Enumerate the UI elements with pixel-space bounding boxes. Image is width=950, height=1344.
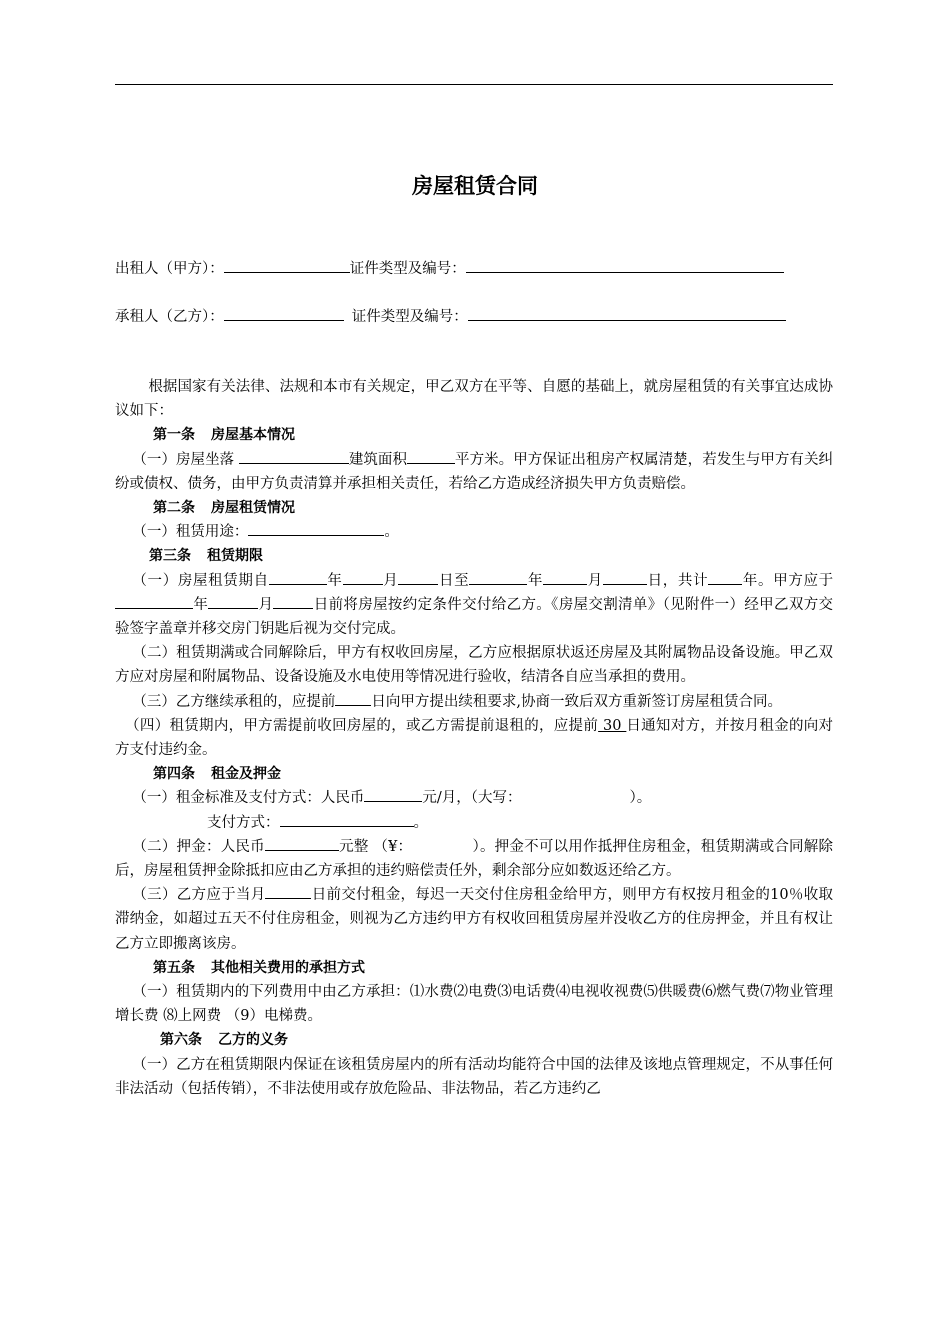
lessee-id-field[interactable]: [468, 305, 786, 321]
document-title: 房屋租赁合同: [412, 174, 538, 198]
lessor-line: [115, 257, 784, 278]
deposit-amount-field[interactable]: [265, 835, 339, 851]
lessee-line: [115, 305, 786, 326]
lease-purpose-field[interactable]: [248, 520, 384, 536]
lessor-id-field[interactable]: [466, 257, 784, 273]
property-address-field[interactable]: [239, 448, 349, 464]
article-2-heading: 第二条 房屋租赁情况: [153, 500, 295, 517]
payment-method-field[interactable]: [280, 811, 414, 827]
term-years-field[interactable]: [708, 569, 742, 585]
lessee-id-label: 证件类型及编号：: [351, 309, 468, 325]
article-4-heading: 第四条 租金及押金: [153, 766, 281, 783]
intro-paragraph: 根据国家有关法律、法规和本市有关规定，甲乙双方在平等、自愿的基础上，就房屋租赁的有关事宜达成协议如下：: [115, 379, 833, 420]
lessee-label: 承租人（乙方）：: [115, 309, 224, 325]
lessee-name-field[interactable]: [224, 305, 344, 321]
article-3-clause-4: （四）租赁期内，甲方需提前收回房屋的，或乙方需提前退租的，应提前 30 日通知对方，并按月租金的向对方支付违约金。: [115, 717, 834, 759]
article-3-clause-3: （三）乙方继续承租的，应提前 日向甲方提出续租要求,协商一致后双方重新签订房屋租赁合同。: [115, 690, 833, 714]
article-5-clause-1: （一）租赁期内的下列费用中由乙方承担：⑴水费⑵电费⑶电话费⑷电视收视费⑸供暖费⑹燃气费⑺物业管理增长费 ⑻上网费 （9）电梯费。: [115, 984, 833, 1025]
article-1-heading: 第一条 房屋基本情况: [153, 427, 295, 444]
lessor-id-label: 证件类型及编号：: [349, 261, 466, 277]
notice-days-value: 30: [598, 717, 627, 734]
handover-day-field[interactable]: [273, 593, 313, 609]
lessor-label: 出租人（甲方）：: [115, 261, 224, 277]
payment-method-line: 支付方式： 。: [115, 811, 833, 835]
article-5-heading: 第五条 其他相关费用的承担方式: [153, 959, 365, 976]
start-year-field[interactable]: [269, 569, 327, 585]
article-2-clause-1: （一）租赁用途： 。: [115, 520, 833, 544]
lessor-name-field[interactable]: [224, 257, 350, 273]
article-4-clause-1: （一）租金标准及支付方式：人民币 元/月，（大写： ）。: [115, 786, 833, 810]
article-3-clause-2: （二）租赁期满或合同解除后，甲方有权收回房屋，乙方应根据原状返还房屋及其附属物品设备设施。甲乙双方应对房屋和附属物品、设备设施及水电使用等情况进行验收，结清各自应当承担的费用。: [115, 645, 833, 686]
article-3-clause-1: （一）房屋租赁期自 年 月 日至 年 月 日，共计 年。甲方应于年 月 日前将房屋按约定条件交付给乙方。《房屋交割清单》（见附件一）经甲乙双方交验签字盖章并移交房门钥匙后视为交付完成。: [115, 569, 833, 642]
contract-body: [115, 375, 833, 1101]
article-1-clause-1: （一）房屋坐落 建筑面积 平方米。甲方保证出租房产权属清楚，若发生与甲方有关纠纷或债权、债务，由甲方负责清算并承担相关责任，若给乙方造成经济损失甲方负责赔偿。: [115, 448, 833, 496]
handover-year-field[interactable]: [115, 593, 193, 609]
end-month-field[interactable]: [543, 569, 587, 585]
end-year-field[interactable]: [469, 569, 527, 585]
monthly-rent-field[interactable]: [364, 786, 422, 802]
article-4-clause-2: （二）押金：人民币 元整 （¥： ）。押金不可以用作抵押住房租金，租赁期满或合同解除后，房屋租赁押金除抵扣应由乙方承担的违约赔偿责任外，剩余部分应如数返还给乙方。: [115, 835, 833, 883]
renewal-notice-days-field[interactable]: [335, 690, 371, 706]
header-rule: [115, 84, 833, 85]
start-month-field[interactable]: [343, 569, 383, 585]
handover-month-field[interactable]: [208, 593, 258, 609]
article-6-clause-1: （一）乙方在租赁期限内保证在该租赁房屋内的所有活动均能符合中国的法律及该地点管理规定，不从事任何非法活动（包括传销），不非法使用或存放危险品、非法物品，若乙方违约乙: [115, 1056, 833, 1097]
article-3-heading: 第三条 租赁期限: [149, 548, 263, 565]
article-4-clause-3: （三）乙方应于当月 日前交付租金，每迟一天交付住房租金给甲方，则甲方有权按月租金的10％收取滞纳金，如超过五天不付住房租金，则视为乙方违约甲方有权收回租赁房屋并没收乙方的住房押金，并且有权让乙方立即搬离该房。: [115, 883, 833, 956]
start-day-field[interactable]: [398, 569, 438, 585]
floor-area-field[interactable]: [407, 448, 455, 464]
end-day-field[interactable]: [603, 569, 647, 585]
article-6-heading: 第六条 乙方的义务: [160, 1032, 288, 1049]
rent-due-day-field[interactable]: [265, 883, 311, 899]
